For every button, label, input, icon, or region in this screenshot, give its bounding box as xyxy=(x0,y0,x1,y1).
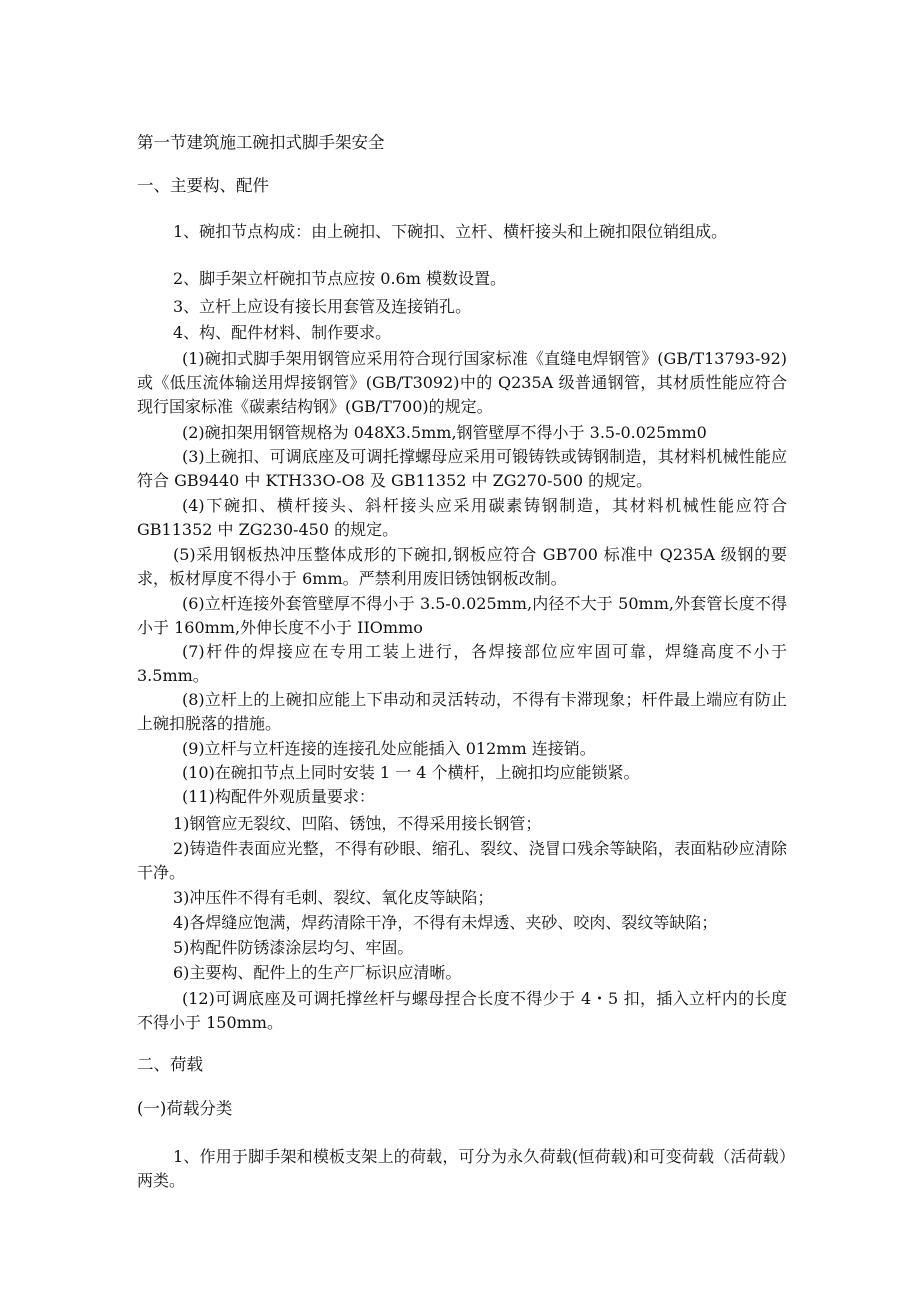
document-title: 第一节建筑施工碗扣式脚手架安全 xyxy=(137,133,385,152)
quality-item-3: 3)冲压件不得有毛刺、裂纹、氧化皮等缺陷； xyxy=(173,888,494,907)
section-subheading: (一)荷载分类 xyxy=(137,1099,233,1118)
quality-item-4: 4)各焊缝应饱满，焊药清除干净，不得有未焊透、夹砂、咬肉、裂纹等缺陷； xyxy=(173,913,718,932)
paragraph-sub-11: (11)构配件外观质量要求： xyxy=(182,787,375,806)
paragraph-sub-1: (1)碗扣式脚手架用钢管应采用符合现行国家标准《直缝电焊钢管》(GB/T13793-92)或《低压流体输送用焊接钢管》(GB/T3092)中的 Q235A 级普通钢管，其材质性能应符合现行国家标准《碳素结构钢》(GB/T700)的规定。 xyxy=(137,349,787,416)
paragraph-sub-4: (4)下碗扣、横杆接头、斜杆接头应采用碳素铸钢制造，其材料机械性能应符合 GB11352 中 ZG230-450 的规定。 xyxy=(137,496,787,539)
paragraph-sub-5: (5)采用钢板热冲压整体成形的下碗扣,钢板应符合 GB700 标准中 Q235A 级钢的要求，板材厚度不得小于 6mm。严禁利用废旧锈蚀钢板改制。 xyxy=(137,545,787,588)
quality-item-5: 5)构配件防锈漆涂层均匀、牢固。 xyxy=(173,938,414,957)
quality-item-6: 6)主要构、配件上的生产厂标识应清晰。 xyxy=(173,963,462,982)
quality-item-2: 2)铸造件表面应光整，不得有砂眼、缩孔、裂纹、浇冒口残余等缺陷，表面粘砂应清除干净。 xyxy=(137,839,787,882)
paragraph-item-2: 2、脚手架立杆碗扣节点应按 0.6m 模数设置。 xyxy=(173,269,506,288)
paragraph-sub-3: (3)上碗扣、可调底座及可调托撑螺母应采用可锻铸铁或铸钢制造，其材料机械性能应符合 GB9440 中 KTH33O-O8 及 GB11352 中 ZG270-500 的规定。 xyxy=(137,447,787,490)
paragraph-sub-6: (6)立杆连接外套管壁厚不得小于 3.5-0.025mm,内径不大于 50mm,外套管长度不得小于 160mm,外伸长度不小于 IIOmmo xyxy=(137,594,787,637)
paragraph-load-1: 1、作用于脚手架和模板支架上的荷载，可分为永久荷载(恒荷载)和可变荷载（活荷载）两类。 xyxy=(137,1147,787,1190)
paragraph-sub-10: (10)在碗扣节点上同时安装 1 一 4 个横杆，上碗扣均应能锁紧。 xyxy=(182,763,640,782)
quality-item-1: 1)钢管应无裂纹、凹陷、锈蚀，不得采用接长钢管； xyxy=(173,814,542,833)
section-heading-2: 二、荷载 xyxy=(137,1055,203,1074)
paragraph-sub-2: (2)碗扣架用钢管规格为 048X3.5mm,钢管壁厚不得小于 3.5-0.025mm0 xyxy=(182,423,707,442)
paragraph-item-1: 1、碗扣节点构成：由上碗扣、下碗扣、立杆、横杆接头和上碗扣限位销组成。 xyxy=(173,222,728,241)
paragraph-sub-9: (9)立杆与立杆连接的连接孔处应能插入 012mm 连接销。 xyxy=(182,739,596,758)
paragraph-item-12: (12)可调底座及可调托撑丝杆与螺母捏合长度不得少于 4・5 扣，插入立杆内的长度不得小于 150mm。 xyxy=(137,989,787,1032)
paragraph-sub-8: (8)立杆上的上碗扣应能上下串动和灵活转动，不得有卡滞现象；杆件最上端应有防止上碗扣脱落的措施。 xyxy=(137,690,787,733)
paragraph-item-3: 3、立杆上应设有接长用套管及连接销孔。 xyxy=(173,297,472,316)
paragraph-sub-7: (7)杆件的焊接应在专用工装上进行，各焊接部位应牢固可靠，焊缝高度不小于 3.5mm。 xyxy=(137,642,787,685)
section-heading-1: 一、主要构、配件 xyxy=(137,176,269,195)
paragraph-item-4: 4、构、配件材料、制作要求。 xyxy=(173,323,392,342)
